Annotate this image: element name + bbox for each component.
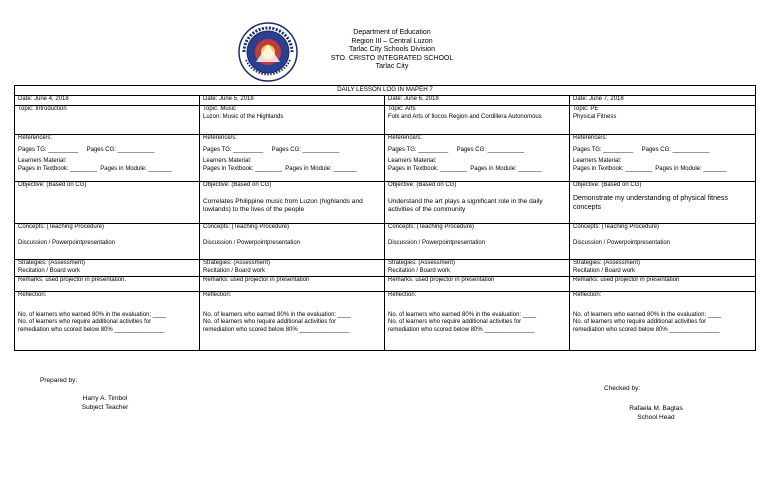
checked-by-name: Rafaela M. Bagtas: [629, 405, 683, 412]
strategies-cell: [200, 260, 385, 277]
pages-cg: Pages CG: ___________: [641, 146, 710, 153]
document-header: [270, 29, 514, 72]
concepts-text: Discussion / Powerpointpresentation: [203, 239, 301, 246]
topic-label: Topic: PE: [573, 106, 599, 112]
strategies-text: Recitation / Board work: [203, 267, 266, 274]
reflection-cell: [570, 292, 756, 351]
checked-by-block: [606, 405, 706, 422]
topic-detail: Luzon: Music of the Highlands: [203, 113, 284, 120]
pages-line: [388, 166, 566, 174]
references-cell: [385, 135, 570, 182]
strategies-row: [15, 260, 756, 277]
objective-row: [15, 182, 756, 224]
date-row: [15, 96, 756, 106]
remarks-cell: Remarks: used projector in presentation: [385, 277, 570, 292]
remediation-line: remediation who scored below 80% _______________: [203, 326, 350, 333]
objective-cell: [15, 182, 200, 224]
date-cell: Date: June 6, 2018: [385, 96, 570, 106]
strategies-cell: [15, 260, 200, 277]
earned-line: No. of learners who earned 80% in the evaluation: ____: [18, 311, 167, 318]
strategies-label: Strategies: (Assessment): [203, 260, 271, 266]
checked-by-label: Checked by:: [604, 385, 641, 392]
strategies-label: Strategies: (Assessment): [388, 260, 456, 266]
pages-line: [573, 166, 752, 174]
region-name: Region III – Central Luzon: [351, 37, 433, 45]
pages-module: Pages in Module: _______: [100, 165, 172, 172]
objective-cell: [200, 182, 385, 224]
topic-cell: [15, 106, 200, 135]
objective-text: Demonstrate my understanding of physical fitness concepts: [573, 194, 728, 211]
pages-line: [203, 166, 381, 174]
pages-cg: Pages CG: ___________: [456, 146, 525, 153]
checked-by-title: School Head: [637, 413, 675, 421]
objective-cell: [385, 182, 570, 224]
reflection-row: [15, 292, 756, 351]
pages-tg: Pages TG: _________: [573, 146, 634, 153]
concepts-label: Concepts: (Teaching Procedure): [573, 224, 660, 230]
concepts-cell: [385, 224, 570, 260]
prepared-by-name: Harry A. Timbol: [82, 395, 128, 402]
pages-module: Pages in Module: _______: [655, 165, 727, 172]
concepts-text: Discussion / Powerpointpresentation: [388, 239, 486, 246]
learners-material-label: Learners Material:: [18, 158, 67, 165]
reflection-cell: [15, 292, 200, 351]
reflection-label: Reflection:: [573, 292, 602, 298]
require-line: No. of learners who require additional activities for: [18, 319, 152, 326]
pages-line: [573, 147, 752, 155]
require-line: No. of learners who require additional activities for: [573, 319, 707, 326]
pages-tg: Pages TG: _________: [388, 146, 449, 153]
table-title-row: [15, 86, 756, 96]
reflection-label: Reflection:: [388, 292, 417, 298]
objective-cell: [570, 182, 756, 224]
references-label: Reference/s:: [203, 135, 238, 141]
references-label: Reference/s:: [18, 135, 53, 141]
objective-text: Correlates Philippine music from Luzon (highlands and lowlands) to the lives of the people: [203, 197, 363, 213]
remediation-line: remediation who scored below 80% _______________: [573, 326, 720, 333]
pages-line: [18, 147, 196, 155]
strategies-cell: [385, 260, 570, 277]
strategies-text: Recitation / Board work: [18, 267, 81, 274]
prepared-by-title: Subject Teacher: [81, 403, 129, 411]
pages-tg: Pages TG: _________: [18, 146, 79, 153]
learners-material-label: Learners Material:: [388, 158, 437, 165]
pages-tg: Pages TG: _________: [203, 146, 264, 153]
topic-row: [15, 106, 756, 135]
remarks-cell: Remarks: used projector in presentation: [200, 277, 385, 292]
pages-line: [203, 147, 381, 155]
lesson-log-table: [14, 85, 756, 351]
remarks-cell: Remarks: used projector in presentation: [570, 277, 756, 292]
pages-textbook: Pages in Textbook: ________: [573, 165, 652, 172]
topic-cell: [200, 106, 385, 135]
date-cell: Date: June 7, 2018: [570, 96, 756, 106]
reflection-cell: [200, 292, 385, 351]
references-cell: [570, 135, 756, 182]
objective-text: Understand the art plays a significant role in the daily activities of the community: [388, 197, 543, 213]
topic-label: Topic: Music: [203, 106, 237, 112]
city-name: Tarlac City: [375, 63, 409, 70]
learners-material-label: Learners Material:: [203, 158, 252, 165]
strategies-text: Recitation / Board work: [573, 267, 636, 274]
strategies-cell: [570, 260, 756, 277]
concepts-label: Concepts: (Teaching Procedure): [18, 224, 105, 230]
references-label: Reference/s:: [388, 135, 423, 141]
references-cell: [200, 135, 385, 182]
remediation-line: remediation who scored below 80% _______________: [18, 326, 165, 333]
topic-label: Topic: Arts: [388, 106, 416, 112]
pages-line: [388, 147, 566, 155]
learners-material-label: Learners Material:: [573, 158, 622, 165]
objective-label: Objective: (Based on CG): [388, 182, 457, 188]
strategies-label: Strategies: (Assessment): [573, 260, 641, 266]
pages-cg: Pages CG: ___________: [271, 146, 340, 153]
objective-label: Objective: (Based on CG): [203, 182, 272, 188]
topic-cell: [385, 106, 570, 135]
objective-label: Objective: (Based on CG): [18, 182, 87, 188]
require-line: No. of learners who require additional activities for: [203, 319, 337, 326]
reflection-label: Reflection:: [203, 292, 232, 298]
topic-detail: Physical Fitness: [573, 113, 617, 120]
reflection-label: Reflection:: [18, 292, 47, 298]
topic-detail: Folk and Arts of Ilocos Region and Cordillera Autonomous: [388, 113, 542, 120]
earned-line: No. of learners who earned 80% in the evaluation: ____: [573, 311, 722, 318]
pages-line: [18, 166, 196, 174]
date-cell: Date: June 4, 2018: [15, 96, 200, 106]
strategies-text: Recitation / Board work: [388, 267, 451, 274]
objective-label: Objective: (Based on CG): [573, 182, 642, 188]
concepts-row: [15, 224, 756, 260]
concepts-label: Concepts: (Teaching Procedure): [203, 224, 290, 230]
pages-textbook: Pages in Textbook: ________: [18, 165, 97, 172]
pages-textbook: Pages in Textbook: ________: [388, 165, 467, 172]
prepared-by-label: Prepared by:: [40, 377, 78, 384]
earned-line: No. of learners who earned 80% in the evaluation: ____: [203, 311, 352, 318]
concepts-cell: [200, 224, 385, 260]
remarks-cell: Remarks: used projector in presentation.: [15, 277, 200, 292]
table-title: DAILY LESSON LOG IN MAPEH 7: [15, 86, 756, 96]
references-label: Reference/s:: [573, 135, 608, 141]
reflection-cell: [385, 292, 570, 351]
concepts-text: Discussion / Powerpointpresentation: [18, 239, 116, 246]
references-row: [15, 135, 756, 182]
earned-line: No. of learners who earned 80% in the evaluation: ____: [388, 311, 537, 318]
remediation-line: remediation who scored below 80% _______________: [388, 326, 535, 333]
concepts-cell: [570, 224, 756, 260]
concepts-label: Concepts: (Teaching Procedure): [388, 224, 475, 230]
topic-cell: [570, 106, 756, 135]
pages-textbook: Pages in Textbook: ________: [203, 165, 282, 172]
remarks-row: [15, 277, 756, 292]
pages-module: Pages in Module: _______: [470, 165, 542, 172]
prepared-by-block: [55, 395, 155, 412]
department-name: Department of Education: [353, 29, 431, 36]
concepts-text: Discussion / Powerpointpresentation: [573, 239, 671, 246]
strategies-label: Strategies: (Assessment): [18, 260, 86, 266]
school-name: STO. CRISTO INTEGRATED SCHOOL: [330, 54, 454, 62]
date-cell: Date: June 5, 2018: [200, 96, 385, 106]
topic-label: Topic: Introduction: [18, 106, 67, 112]
pages-cg: Pages CG: ___________: [86, 146, 155, 153]
concepts-cell: [15, 224, 200, 260]
division-name: Tarlac City Schools Division: [349, 46, 435, 53]
pages-module: Pages in Module: _______: [285, 165, 357, 172]
references-cell: [15, 135, 200, 182]
require-line: No. of learners who require additional activities for: [388, 319, 522, 326]
